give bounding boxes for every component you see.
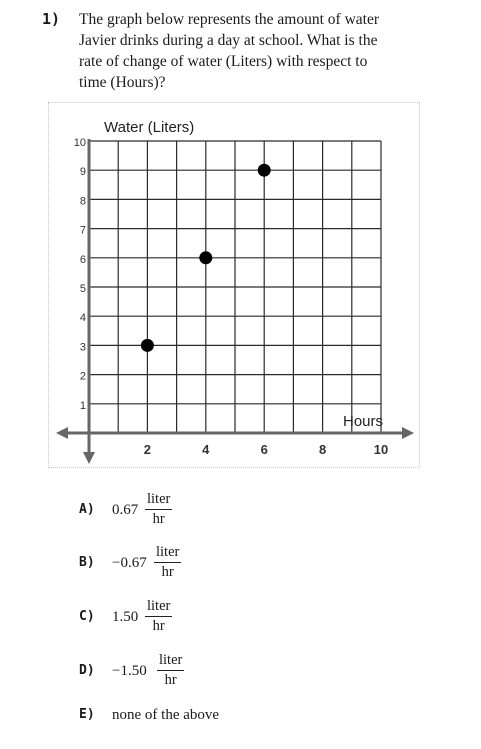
y-tick-label: 7 bbox=[79, 224, 86, 237]
y-tick-label: 6 bbox=[79, 253, 86, 266]
unit-fraction bbox=[157, 651, 184, 690]
choice-letter: B) bbox=[79, 555, 95, 570]
y-tick-label: 9 bbox=[79, 166, 86, 179]
y-tick-label: 10 bbox=[73, 137, 86, 149]
x-axis-arrow-left bbox=[56, 427, 68, 439]
x-axis-arrow-right bbox=[402, 427, 414, 439]
x-tick-label: 2 bbox=[143, 442, 152, 457]
choice-value: −1.50 bbox=[112, 663, 147, 679]
choice-value: 1.50 bbox=[112, 609, 139, 625]
fraction-denominator: hr bbox=[164, 672, 177, 688]
question-number: 1) bbox=[42, 10, 61, 28]
data-point bbox=[199, 251, 212, 264]
fraction-numerator: liter bbox=[157, 651, 184, 671]
y-tick-label: 5 bbox=[79, 283, 86, 295]
fraction-numerator: liter bbox=[154, 543, 181, 563]
choice-letter: C) bbox=[79, 609, 95, 624]
fraction-denominator: hr bbox=[161, 564, 174, 580]
question-line: rate of change of water (Liters) with respect to bbox=[79, 53, 368, 70]
choice-letter: D) bbox=[79, 663, 95, 678]
x-tick-label: 8 bbox=[318, 442, 327, 457]
fraction-denominator: hr bbox=[152, 511, 165, 527]
unit-fraction bbox=[154, 543, 181, 582]
y-axis-label: Water (Liters) bbox=[104, 119, 195, 136]
unit-fraction bbox=[145, 597, 172, 636]
scatter-chart bbox=[48, 102, 420, 468]
fraction-denominator: hr bbox=[152, 618, 165, 634]
question-line: time (Hours)? bbox=[79, 74, 166, 91]
question-line: Javier drinks during a day at school. What is the bbox=[79, 32, 378, 49]
choice-letter: A) bbox=[79, 502, 95, 517]
y-tick-label: 1 bbox=[79, 399, 86, 412]
y-tick-label: 4 bbox=[79, 312, 86, 325]
fraction-numerator: liter bbox=[145, 490, 172, 510]
unit-fraction bbox=[145, 490, 172, 529]
data-point bbox=[141, 339, 154, 352]
x-axis-label: Hours bbox=[342, 413, 383, 430]
data-point bbox=[258, 164, 271, 177]
choice-value: 0.67 bbox=[112, 502, 139, 518]
question-line: The graph below represents the amount of water bbox=[79, 11, 379, 28]
choice-value: none of the above bbox=[112, 707, 220, 723]
y-tick-label: 8 bbox=[79, 195, 86, 208]
fraction-numerator: liter bbox=[145, 597, 172, 617]
x-tick-label: 6 bbox=[260, 442, 268, 457]
choice-letter: E) bbox=[79, 707, 95, 722]
choice-value: −0.67 bbox=[112, 555, 147, 571]
y-tick-label: 3 bbox=[79, 341, 86, 354]
y-tick-label: 2 bbox=[79, 370, 86, 383]
question-text bbox=[79, 9, 459, 93]
x-tick-label: 4 bbox=[202, 442, 210, 457]
x-tick-label: 10 bbox=[373, 442, 389, 457]
y-axis-arrow-down bbox=[83, 452, 95, 464]
